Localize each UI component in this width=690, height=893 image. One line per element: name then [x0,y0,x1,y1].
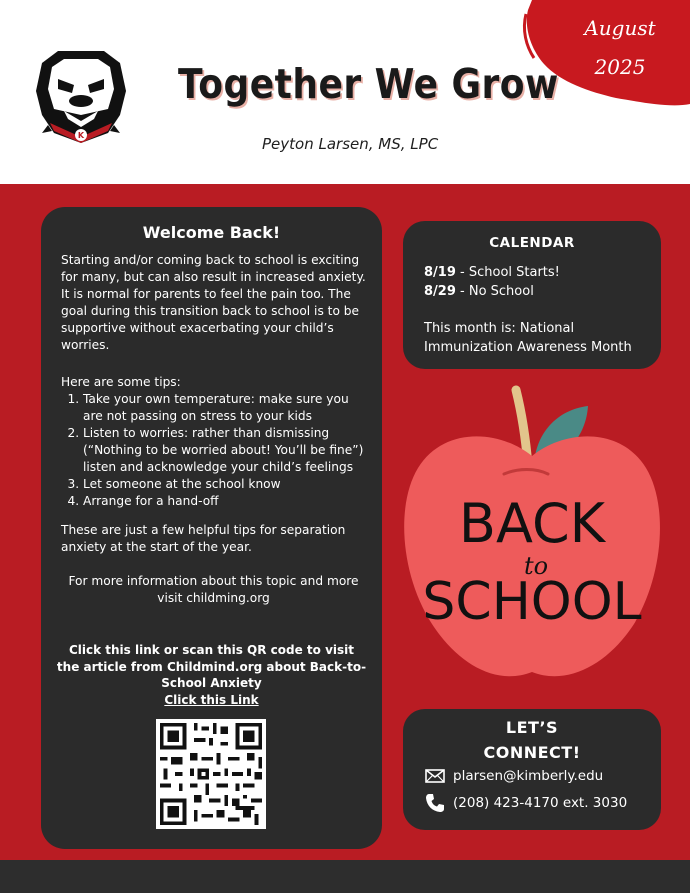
bulldog-mascot-icon [28,45,134,145]
date-year: 2025 [594,55,646,79]
connect-title-line1: LET’S [505,718,559,737]
article-link[interactable]: Click this Link [164,692,259,707]
link-prompt-text: Click this link or scan this QR code to visit the article from Childmind.org about Back-to-School Anxiety [56,643,367,690]
event-date: 8/29 [424,284,456,299]
svg-text:K: K [77,131,85,140]
calendar-event [424,265,560,280]
calendar-title: CALENDAR [489,235,575,251]
event-text: - School Starts! [455,265,560,280]
calendar-card [403,221,661,369]
date-month: August [584,16,656,40]
connect-card [403,709,661,830]
email-address[interactable]: plarsen@kimberly.edu [453,768,604,784]
month-awareness: This month is: National Immunization Awareness Month [424,321,632,355]
more-info-text: For more information about this topic and more visit childming.org [68,574,359,605]
closing-text: These are just a few helpful tips for separation anxiety at the start of the year. [61,523,346,554]
apple-to-text: to [523,552,549,580]
phone-icon [425,793,445,813]
apple-back-text: BACK [458,492,606,555]
tips-section [61,374,371,510]
qr-code[interactable] [156,719,266,829]
event-text: - No School [455,284,534,299]
welcome-card [41,207,382,849]
connect-title [403,715,661,765]
event-date: 8/19 [424,265,456,280]
footer-bar [0,860,690,893]
phone-row[interactable] [425,793,627,813]
tip-item: 1. Take your own temperature: make sure you are not passing on stress to your kids [83,391,371,425]
calendar-event [424,284,534,299]
apple-graphic [396,384,668,689]
phone-number[interactable]: (208) 423-4170 ext. 3030 [453,795,628,811]
tips-list [61,391,371,510]
page-title: Together We Grow [178,60,559,108]
tips-intro: Here are some tips: [61,375,181,389]
welcome-title: Welcome Back! [142,223,281,242]
tip-item: 2. Listen to worries: rather than dismissing (“Nothing to be worried about! You’ll be fine”) listen and acknowledge your child’s feelings [83,425,371,476]
tip-item: 4. Arrange for a hand-off [83,493,371,510]
apple-school-text: SCHOOL [422,572,642,632]
header [0,0,690,184]
tip-item: 3. Let someone at the school know [83,476,371,493]
link-prompt [56,642,367,708]
welcome-intro: Starting and/or coming back to school is exciting for many, but can also result in increased anxiety. It is normal for parents to feel the pain too. The goal during this transition back to school is to be supportive without exacerbating your child’s worries. [61,253,366,352]
author-name: Peyton Larsen, MS, LPC [262,135,439,153]
envelope-icon [425,766,445,786]
connect-title-line2: CONNECT! [483,743,581,762]
email-row[interactable] [425,766,603,786]
